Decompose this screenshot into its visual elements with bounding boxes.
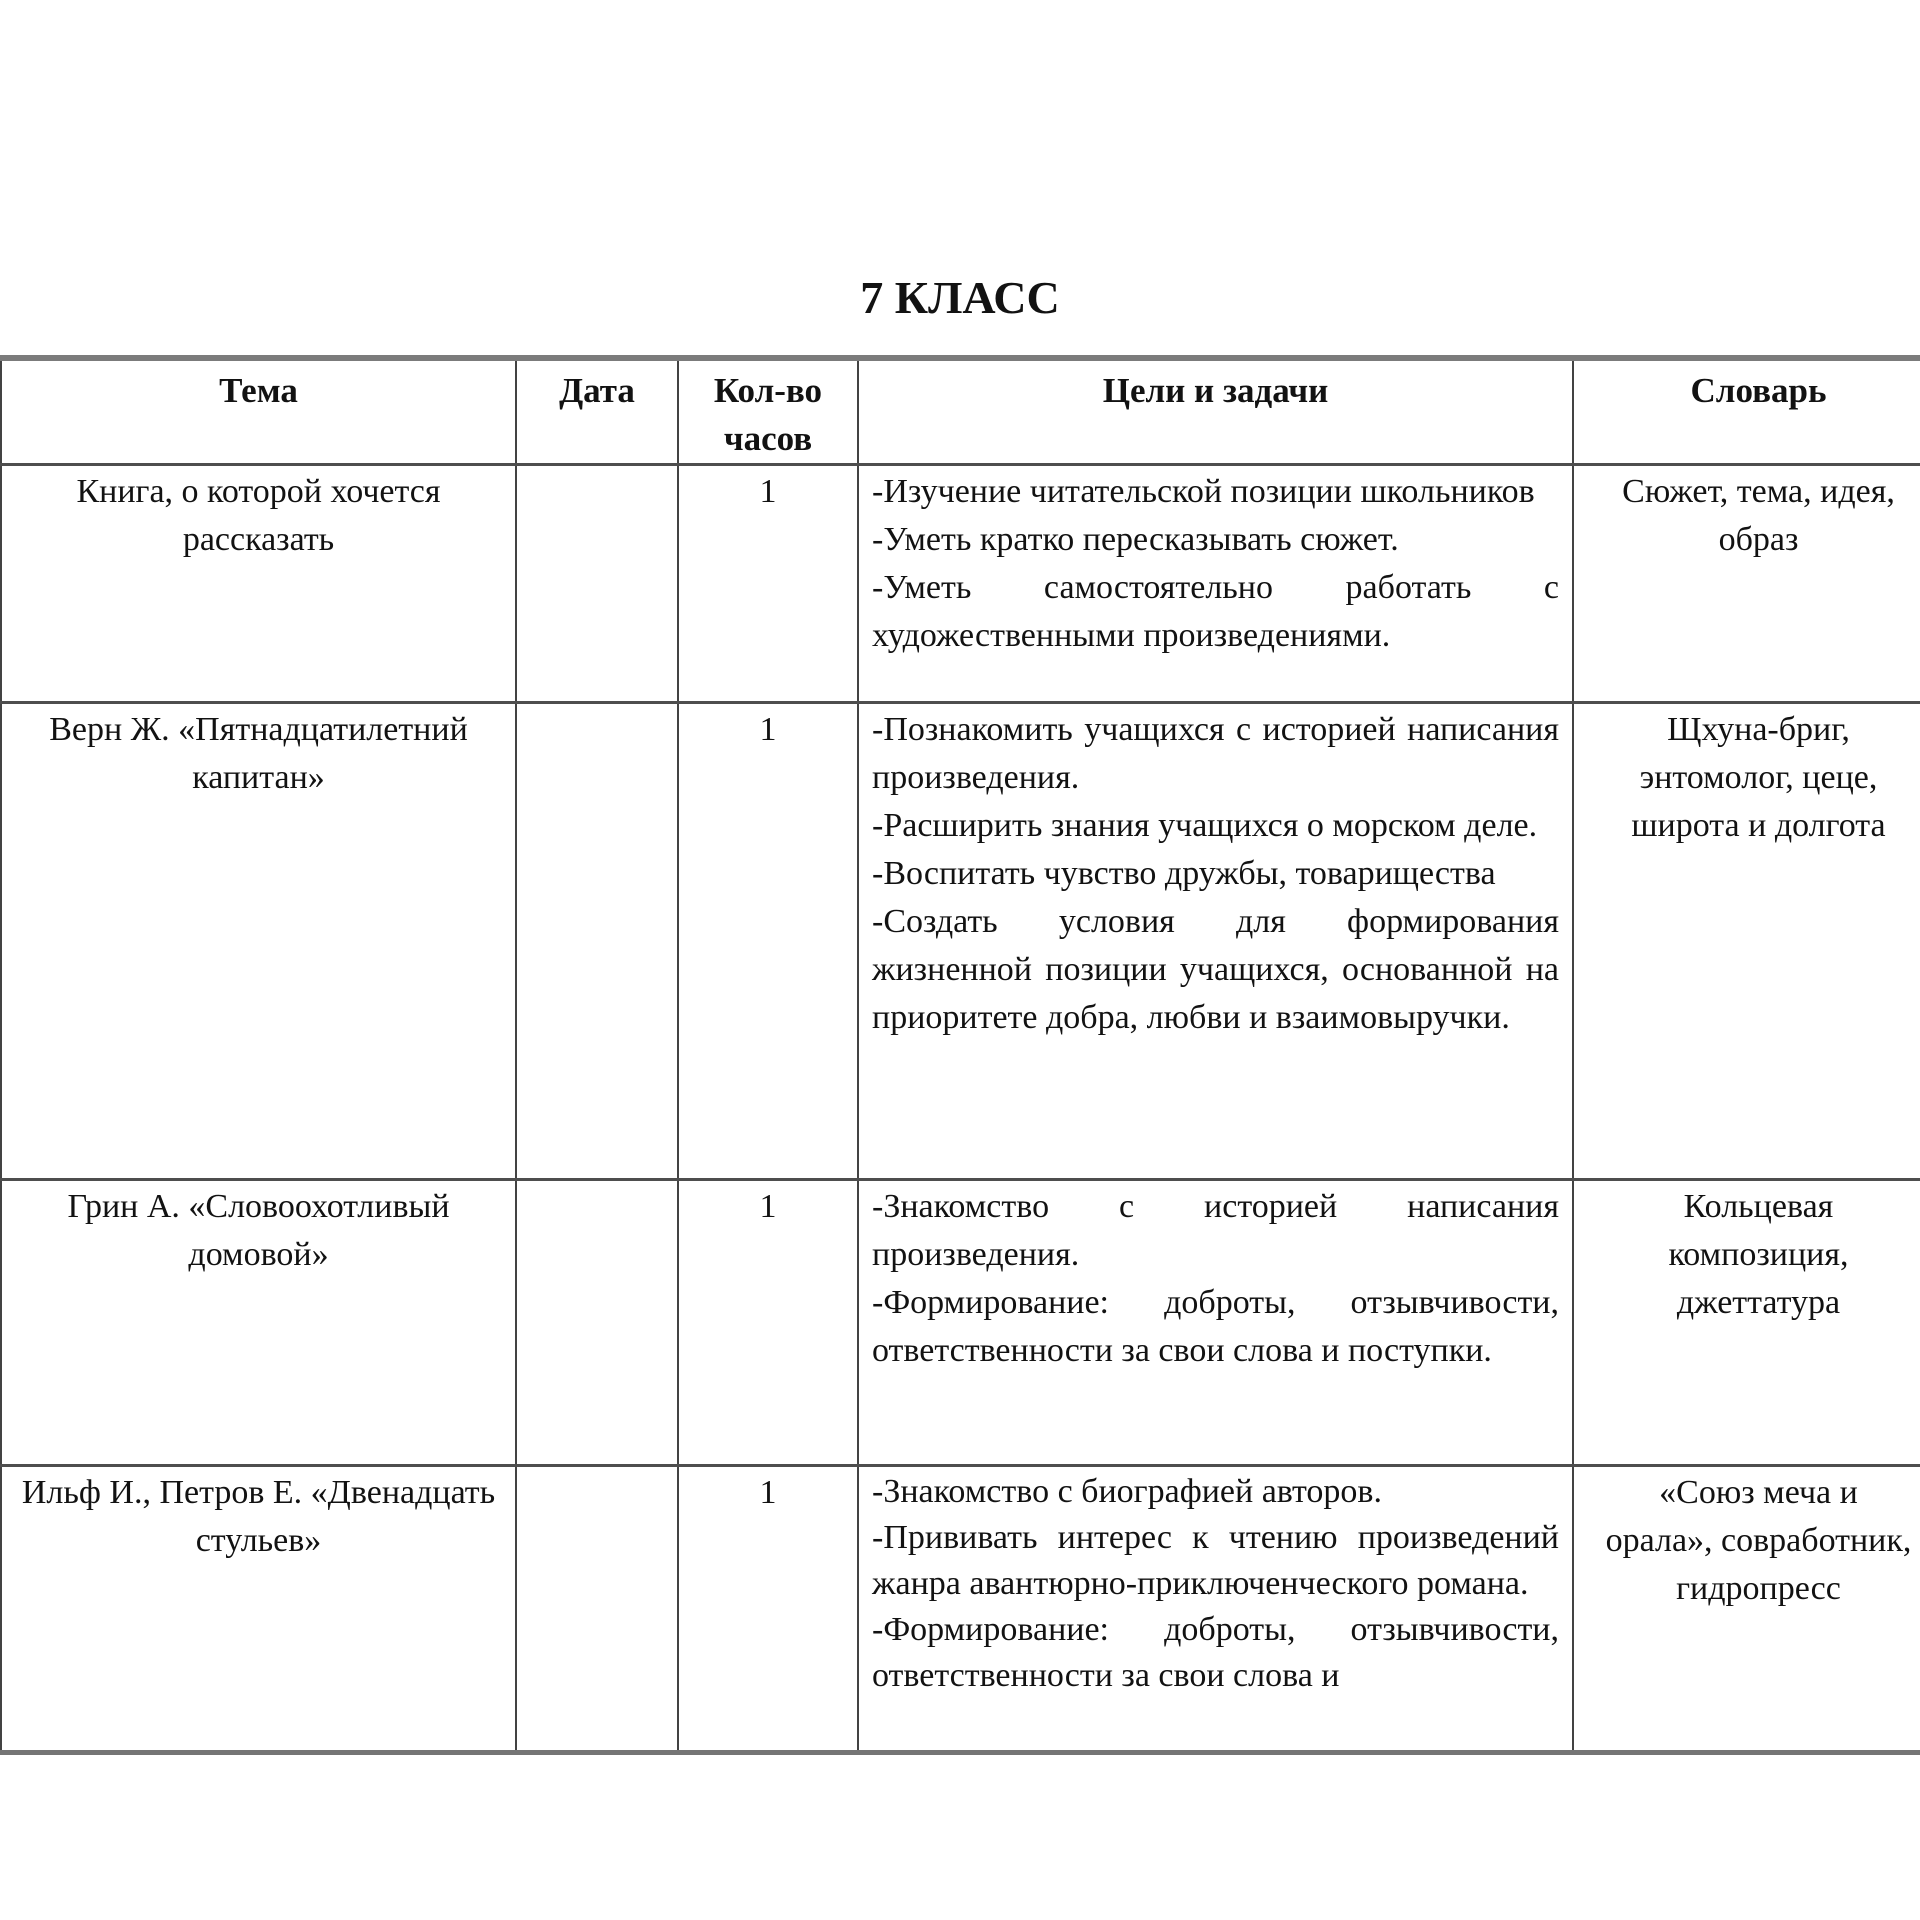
page-title: 7 КЛАСС bbox=[860, 272, 1060, 323]
table-row bbox=[1, 1465, 1920, 1752]
date-cell bbox=[516, 464, 678, 702]
goal-item: -Создать условия для формирования жизненной позиции учащихся, основанной на приоритете добра, любви и взаимовыручки. bbox=[872, 902, 1559, 1036]
column-header-goals: Цели и задачи bbox=[858, 358, 1573, 465]
column-header-vocabulary: Словарь bbox=[1573, 358, 1920, 465]
vocabulary-cell: Щхуна-бриг, энтомолог, цеце, широта и долгота bbox=[1573, 702, 1920, 1179]
hours-cell: 1 bbox=[678, 464, 858, 702]
theme-cell: Грин А. «Словоохотливый домовой» bbox=[1, 1179, 516, 1465]
column-header-date: Дата bbox=[516, 358, 678, 465]
goals-cell bbox=[858, 464, 1573, 702]
table-row bbox=[1, 464, 1920, 702]
goals-cell bbox=[858, 1465, 1573, 1752]
theme-cell: Книга, о которой хочется рассказать bbox=[1, 464, 516, 702]
goal-item: -Познакомить учащихся с историей написания произведения. bbox=[872, 710, 1559, 796]
header-row bbox=[1, 358, 1920, 465]
hours-cell: 1 bbox=[678, 1179, 858, 1465]
goal-item: -Формирование: доброты, отзывчивости, ответственности за свои слова и bbox=[872, 1610, 1559, 1694]
table-row bbox=[1, 1179, 1920, 1465]
goal-item: -Прививать интерес к чтению произведений жанра авантюрно-приключенческого романа. bbox=[872, 1518, 1559, 1602]
goal-item: -Формирование: доброты, отзывчивости, ответственности за свои слова и поступки. bbox=[872, 1283, 1559, 1369]
vocabulary-cell: Кольцевая композиция, джеттатура bbox=[1573, 1179, 1920, 1465]
goal-item: -Расширить знания учащихся о морском деле. bbox=[872, 806, 1538, 844]
table-row bbox=[1, 702, 1920, 1179]
goal-item: -Уметь кратко пересказывать сюжет. bbox=[872, 520, 1399, 558]
date-cell bbox=[516, 1179, 678, 1465]
date-cell bbox=[516, 702, 678, 1179]
hours-cell: 1 bbox=[678, 702, 858, 1179]
goals-cell bbox=[858, 1179, 1573, 1465]
column-header-theme: Тема bbox=[1, 358, 516, 465]
goals-cell bbox=[858, 702, 1573, 1179]
goal-item: -Изучение читательской позиции школьников bbox=[872, 472, 1535, 510]
theme-cell: Ильф И., Петров Е. «Двенадцать стульев» bbox=[1, 1465, 516, 1752]
date-cell bbox=[516, 1465, 678, 1752]
goal-item: -Воспитать чувство дружбы, товарищества bbox=[872, 854, 1496, 892]
goal-item: -Знакомство с историей написания произведения. bbox=[872, 1187, 1559, 1273]
vocabulary-cell: Сюжет, тема, идея, образ bbox=[1573, 464, 1920, 702]
hours-cell: 1 bbox=[678, 1465, 858, 1752]
vocabulary-cell: «Союз меча и орала», совработник, гидропресс bbox=[1573, 1465, 1920, 1752]
goal-item: -Уметь самостоятельно работать с художественными произведениями. bbox=[872, 568, 1559, 654]
column-header-hours: Кол-во часов bbox=[678, 358, 858, 465]
lessons-table bbox=[0, 355, 1920, 1755]
goal-item: -Знакомство с биографией авторов. bbox=[872, 1472, 1382, 1510]
theme-cell: Верн Ж. «Пятнадцатилетний капитан» bbox=[1, 702, 516, 1179]
